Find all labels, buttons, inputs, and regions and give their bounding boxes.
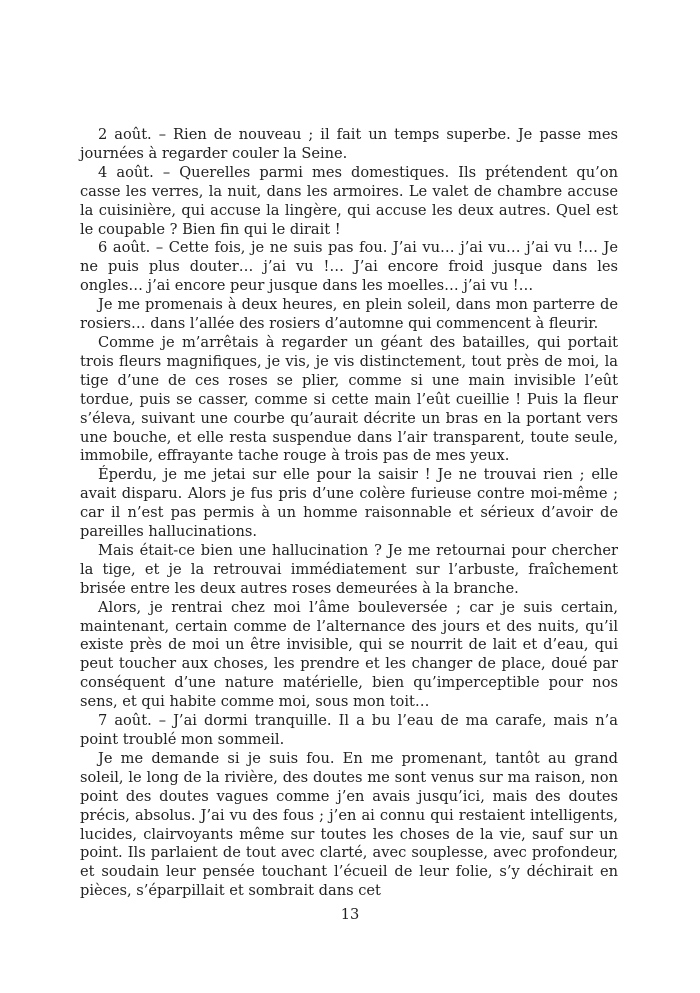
paragraph-rose: Comme je m’arrêtais à regarder un géant des batailles, qui portait trois fleurs magnifiques, je vis, je vis distinctement, tout près de moi, la tige d’une de ces roses se plier, comme si une main invisible l’eût tordue, puis se casser, comme si cette main l’eût cueillie ! Puis la fleur s’éleva, suivant une courbe qu’aurait décrite un bras en la portant vers une bouche, et elle resta suspendue dans l’air transparent, toute seule, immobile, effrayante tache rouge à trois pas de mes yeux. — [80, 333, 618, 465]
paragraph-etre-invisible: Alors, je rentrai chez moi l’âme bouleversée ; car je suis certain, maintenant, certain comme de l’alternance des jours et des nuits, qu’il existe près de moi un être invisible, qui se nourrit de lait et d’eau, qui peut toucher aux choses, les prendre et les changer de place, doué par conséquent d’une nature matérielle, bien qu’imperceptible pour nos sens, et qui habite comme moi, sous mon toit… — [80, 598, 618, 711]
body-text — [80, 126, 618, 901]
paragraph-2-aout: 2 août. – Rien de nouveau ; il fait un temps superbe. Je passe mes journées à regarder couler la Seine. — [80, 126, 618, 162]
paragraph-7-aout: 7 août. – J’ai dormi tranquille. Il a bu l’eau de ma carafe, mais n’a point troublé mon sommeil. — [80, 712, 618, 748]
paragraph-hallucination: Mais était-ce bien une hallucination ? Je me retournai pour chercher la tige, et je la retrouvai immédiatement sur l’arbuste, fraîchement brisée entre les deux autres roses demeurées à la branche. — [80, 541, 618, 597]
paragraph-promenade: Je me promenais à deux heures, en plein soleil, dans mon parterre de rosiers… dans l’allée des rosiers d’automne qui commencent à fleurir. — [80, 296, 618, 333]
paragraph-4-aout: 4 août. – Querelles parmi mes domestiques. Ils prétendent qu’on casse les verres, la nuit, dans les armoires. Le valet de chambre accuse la cuisinière, qui accuse la lingère, qui accuse les deux autres. Quel est le coupable ? Bien fin qui le dirait ! — [80, 163, 618, 238]
paragraph-6-aout: 6 août. – Cette fois, je ne suis pas fou. J’ai vu… j’ai vu… j’ai vu !… Je ne puis plus douter… j’ai vu !… J’ai encore froid jusque dans les ongles… j’ai encore peur jusque dans les moelles… j’ai vu !… — [80, 239, 618, 295]
page-number: 13 — [340, 906, 360, 923]
paragraph-fou: Je me demande si je suis fou. En me promenant, tantôt au grand soleil, le long de la rivière, des doutes me sont venus sur ma raison, non point des doutes vagues comme j’en avais jusqu’ici, mais des doutes précis, absolus. J’ai vu des fous ; j’en ai connu qui restaient intelligents, lucides, clairvoyants même sur toutes les choses de la vie, sauf sur un point. Ils parlaient de tout avec clarté, avec souplesse, avec profondeur, et soudain leur pensée touchant l’écueil de leur folie, s’y déchirait en pièces, s’éparpillait et sombrait dans cet — [80, 749, 618, 900]
paragraph-eperdu: Éperdu, je me jetai sur elle pour la saisir ! Je ne trouvai rien ; elle avait disparu. Alors je fus pris d’une colère furieuse contre moi-même ; car il n’est pas permis à un homme raisonnable et sérieux d’avoir de pareilles hallucinations. — [80, 466, 618, 541]
